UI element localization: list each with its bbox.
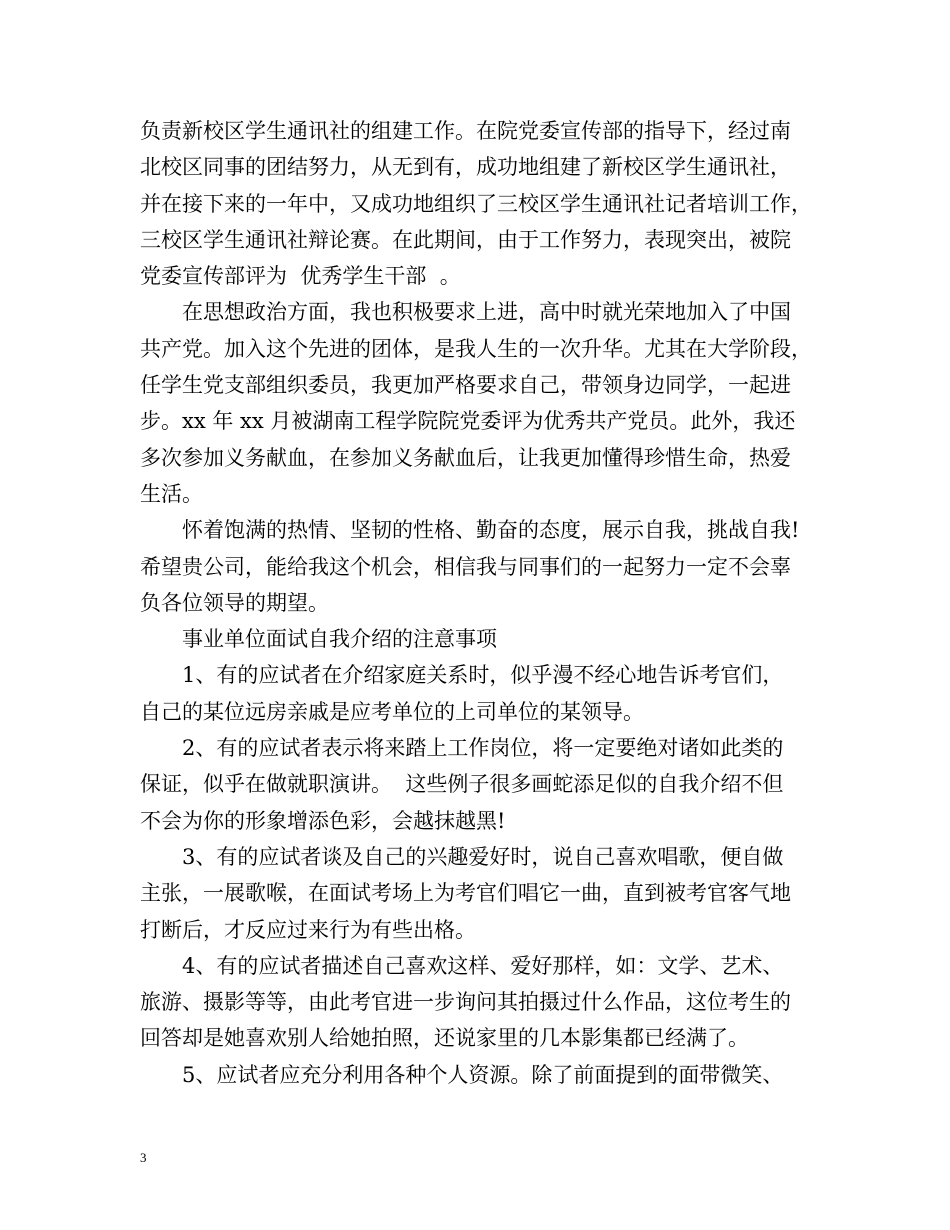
text-line: 任学生党支部组织委员，我更加严格要求自己，带领身边同学，一起进 [140, 373, 791, 398]
text-line: 共产党。加入这个先进的团体，是我人生的一次升华。尤其在大学阶段， [140, 336, 812, 361]
text-line: 多次参加义务献血，在参加义务献血后，让我更加懂得珍惜生命，热爱 [140, 445, 791, 470]
text-line: 事业单位面试自我介绍的注意事项 [182, 627, 497, 652]
text-line: 怀着饱满的热情、坚韧的性格、勤奋的态度，展示自我，挑战自我! [182, 518, 800, 543]
page-number: 3 [140, 1150, 147, 1165]
text-line: 希望贵公司，能给我这个机会，相信我与同事们的一起努力一定不会辜 [140, 554, 791, 579]
text-line: 2、有的应试者表示将来踏上工作岗位，将一定要绝对诸如此类的 [182, 736, 784, 761]
text-line: 3、有的应试者谈及自己的兴趣爱好时，说自己喜欢唱歌，便自做 [182, 844, 784, 869]
text-line: 1、有的应试者在介绍家庭关系时，似乎漫不经心地告诉考官们， [182, 663, 784, 688]
text-line: 负责新校区学生通讯社的组建工作。在院党委宣传部的指导下，经过南 [140, 119, 791, 143]
text-line: 回答却是她喜欢别人给她拍照，还说家里的几本影集都已经满了。 [140, 1026, 749, 1051]
body-text [140, 113, 830, 1093]
text-line: 北校区同事的团结努力，从无到有，成功地组建了新校区学生通讯社， [140, 155, 791, 180]
text-line: 生活。 [140, 481, 203, 506]
text-line: 主张，一展歌喉，在面试考场上为考官们唱它一曲，直到被考官客气地 [140, 881, 791, 906]
text-line: 在思想政治方面，我也积极要求上进，高中时就光荣地加入了中国 [182, 300, 791, 325]
text-line: 三校区学生通讯社辩论赛。在此期间，由于工作努力，表现突出，被院 [140, 227, 791, 252]
text-line: 打断后，才反应过来行为有些出格。 [140, 917, 476, 942]
text-line: 步。xx 年 xx 月被湖南工程学院院党委评为优秀共产党员。此外，我还 [140, 409, 796, 434]
text-line: 党委宣传部评为 优秀学生干部 。 [140, 264, 461, 289]
text-line: 不会为你的形象增添色彩，会越抹越黑! [140, 808, 506, 833]
text-line: 自己的某位远房亲戚是应考单位的上司单位的某领导。 [140, 699, 644, 724]
text-line: 4、有的应试者描述自己喜欢这样、爱好那样，如：文学、艺术、 [182, 953, 784, 978]
text-line: 并在接下来的一年中，又成功地组织了三校区学生通讯社记者培训工作， [140, 191, 812, 216]
text-line: 保证，似乎在做就职演讲。 这些例子很多画蛇添足似的自我介绍不但 [140, 772, 784, 797]
text-line: 旅游、摄影等等，由此考官进一步询问其拍摄过什么作品，这位考生的 [140, 990, 791, 1015]
text-line: 负各位领导的期望。 [140, 590, 329, 615]
text-line: 5、应试者应充分利用各种个人资源。除了前面提到的面带微笑、 [182, 1062, 784, 1087]
